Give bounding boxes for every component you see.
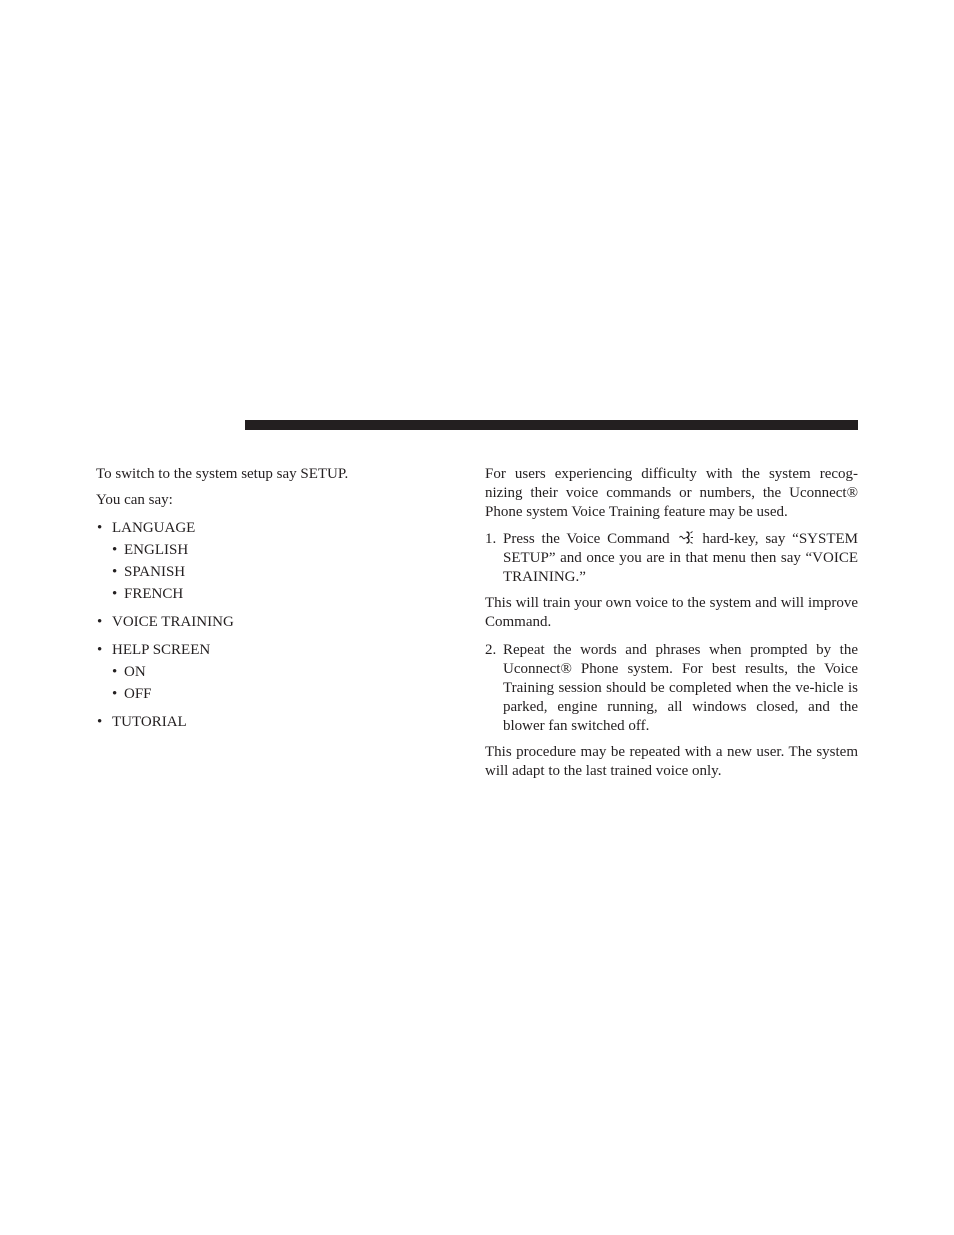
help-screen-sublist <box>112 663 426 704</box>
sublist-item-label: OFF <box>124 686 152 702</box>
list-item-help-screen <box>96 641 426 704</box>
language-sublist <box>112 541 426 604</box>
bullet: • <box>97 714 103 730</box>
command-list <box>96 519 426 732</box>
sublist-item-french <box>112 585 426 604</box>
voice-command-icon <box>678 530 694 545</box>
step-2-text: Repeat the words and phrases when prompted by the Uconnect® Phone system. For best results, the Voice Training session should be completed when the ve-hicle is parked, engine running, all windows closed, and the blower fan switched off. <box>503 642 858 734</box>
list-item-voice-training <box>96 613 426 632</box>
list-item-label: LANGUAGE <box>112 520 196 536</box>
sublist-item-label: SPANISH <box>124 564 186 580</box>
sublist-item-label: FRENCH <box>124 586 184 602</box>
step-1-text-before-icon: Press the Voice Command <box>503 531 670 547</box>
list-item-label: HELP SCREEN <box>112 642 211 658</box>
step-1-text-after-icon: hard-key, say “SYSTEM SETUP” and once you are in that menu then say “VOICE TRAINING.” <box>503 531 859 585</box>
bullet: • <box>112 664 118 680</box>
step-number: 2. <box>485 642 497 658</box>
list-item-label: VOICE TRAINING <box>112 614 234 630</box>
sublist-item-label: ON <box>124 664 146 680</box>
step-number: 1. <box>485 531 497 547</box>
sublist-item-spanish <box>112 563 426 582</box>
bullet: • <box>112 542 118 558</box>
right-column <box>485 465 858 788</box>
sublist-item-english <box>112 541 426 560</box>
train-voice-paragraph: This will train your own voice to the system and will improve Command. <box>485 595 858 630</box>
bullet: • <box>112 586 118 602</box>
bullet: • <box>112 686 118 702</box>
section-header-bar <box>245 420 858 430</box>
list-item-tutorial <box>96 713 426 732</box>
left-column <box>96 465 426 741</box>
voice-training-intro-paragraph: For users experiencing difficulty with the system recog-nizing their voice commands or numbers, the Uconnect® Phone system Voice Training feature may be used. <box>485 466 858 520</box>
bullet: • <box>97 642 103 658</box>
step-2 <box>485 641 858 736</box>
sublist-item-label: ENGLISH <box>124 542 189 558</box>
bullet: • <box>97 614 103 630</box>
setup-intro-text: To switch to the system setup say SETUP. <box>96 466 349 482</box>
list-item-label: TUTORIAL <box>112 714 187 730</box>
sublist-item-off <box>112 685 426 704</box>
sublist-item-on <box>112 663 426 682</box>
repeat-procedure-paragraph: This procedure may be repeated with a new user. The system will adapt to the last trained voice only. <box>485 744 858 779</box>
list-item-language <box>96 519 426 604</box>
you-can-say-text: You can say: <box>96 492 173 508</box>
step-1 <box>485 530 858 587</box>
bullet: • <box>97 520 103 536</box>
bullet: • <box>112 564 118 580</box>
